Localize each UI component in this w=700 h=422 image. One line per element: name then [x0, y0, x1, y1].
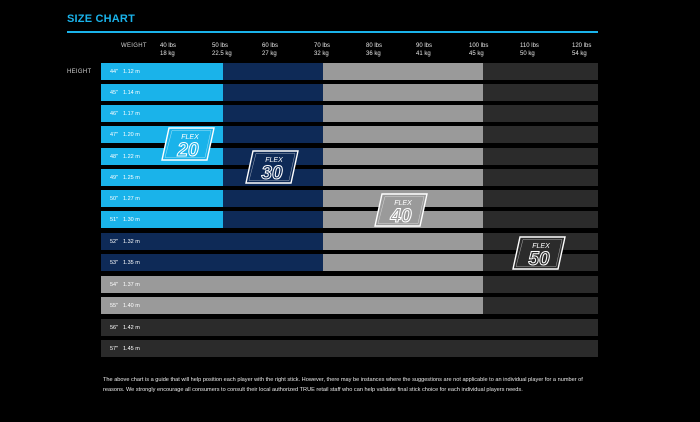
- height-label: [101, 297, 161, 314]
- weight-column-header: [212, 42, 232, 58]
- height-meters: 1.35 m: [123, 259, 140, 266]
- weight-lbs: 110 lbs: [520, 43, 539, 49]
- flex-50-band: [483, 105, 598, 122]
- flex-30-badge: [245, 150, 299, 184]
- flex-badge-number: 30: [261, 163, 283, 184]
- height-meters: 1.22 m: [123, 153, 140, 160]
- height-inches: 50": [110, 195, 119, 202]
- weight-column-header: [160, 42, 176, 58]
- flex-30-band: [223, 233, 323, 250]
- height-axis-label: HEIGHT: [67, 69, 92, 75]
- height-inches: 52": [110, 238, 119, 245]
- weight-column-header: [469, 42, 488, 58]
- height-label: [101, 211, 161, 228]
- flex-50-band: [483, 126, 598, 143]
- weight-column-header: [314, 42, 330, 58]
- weight-kg: 27 kg: [262, 51, 277, 57]
- page-title: SIZE CHART: [67, 13, 135, 25]
- height-row: [101, 105, 598, 122]
- flex-badge-graphic: [374, 193, 428, 227]
- flex-badge-word: FLEX: [532, 243, 550, 250]
- weight-kg: 45 kg: [469, 51, 484, 57]
- flex-40-band: [323, 84, 483, 101]
- height-inches: 53": [110, 259, 119, 266]
- height-inches: 51": [110, 216, 119, 223]
- flex-50-band: [483, 148, 598, 165]
- flex-40-band: [323, 148, 483, 165]
- weight-kg: 36 kg: [366, 51, 381, 57]
- height-inches: 46": [110, 110, 119, 117]
- height-inches: 47": [110, 131, 119, 138]
- height-meters: 1.45 m: [123, 345, 140, 352]
- height-inches: 44": [110, 68, 119, 75]
- flex-badge-graphic: [245, 150, 299, 184]
- height-label: [101, 190, 161, 207]
- flex-badge-word: FLEX: [394, 200, 412, 207]
- height-label: [101, 319, 161, 336]
- height-inches: 45": [110, 89, 119, 96]
- height-inches: 49": [110, 174, 119, 181]
- footnote: The above chart is a guide that will help position each player with the right stick. However, there may be instances where the suggestions are not applicable to an individual player for a number of reasons. We strongly encourage all consumers to consult their local authorized TRUE retail staff who can help validate final stick choice for each individual players needs.: [103, 377, 583, 393]
- weight-lbs: 120 lbs: [572, 43, 592, 49]
- height-label: [101, 340, 161, 357]
- height-label: [101, 84, 161, 101]
- flex-50-band: [483, 297, 598, 314]
- flex-20-badge: [161, 127, 215, 161]
- height-meters: 1.20 m: [123, 131, 140, 138]
- height-inches: 57": [110, 345, 119, 352]
- weight-lbs: 90 lbs: [416, 43, 433, 49]
- height-row: [101, 84, 598, 101]
- height-label: [101, 169, 161, 186]
- weight-column-header: [262, 42, 278, 58]
- flex-50-band: [483, 169, 598, 186]
- weight-column-header: [416, 42, 432, 58]
- height-meters: 1.42 m: [123, 324, 140, 331]
- weight-lbs: 40 lbs: [160, 43, 177, 49]
- flex-badge-word: FLEX: [265, 157, 283, 164]
- flex-30-band: [223, 105, 323, 122]
- weight-kg: 18 kg: [160, 51, 175, 57]
- height-meters: 1.40 m: [123, 302, 140, 309]
- flex-badge-number: 50: [528, 249, 550, 270]
- flex-30-band: [223, 211, 323, 228]
- flex-badge-number: 40: [390, 206, 412, 227]
- height-row: [101, 211, 598, 228]
- flex-30-band: [223, 254, 323, 271]
- flex-badge-graphic: [161, 127, 215, 161]
- height-row: [101, 297, 598, 314]
- flex-50-band: [483, 276, 598, 293]
- height-row: [101, 190, 598, 207]
- weight-column-header: [366, 42, 382, 58]
- flex-50-band: [483, 319, 598, 336]
- weight-lbs: 70 lbs: [314, 43, 331, 49]
- height-label: [101, 63, 161, 80]
- height-meters: 1.17 m: [123, 110, 140, 117]
- height-label: [101, 276, 161, 293]
- height-meters: 1.30 m: [123, 216, 140, 223]
- flex-50-band: [483, 190, 598, 207]
- flex-40-band: [323, 169, 483, 186]
- height-row: [101, 340, 598, 357]
- height-label: [101, 148, 161, 165]
- height-label: [101, 126, 161, 143]
- height-label: [101, 233, 161, 250]
- weight-kg: 32 kg: [314, 51, 329, 57]
- weight-lbs: 100 lbs: [469, 43, 489, 49]
- flex-40-band: [323, 297, 483, 314]
- weight-column-header: [572, 42, 591, 58]
- flex-50-band: [483, 340, 598, 357]
- weight-column-header: [520, 42, 539, 58]
- title-rule: [67, 31, 598, 33]
- weight-kg: 54 kg: [572, 51, 587, 57]
- flex-40-band: [323, 276, 483, 293]
- flex-50-band: [483, 84, 598, 101]
- height-row: [101, 319, 598, 336]
- height-inches: 55": [110, 302, 119, 309]
- weight-kg: 41 kg: [416, 51, 431, 57]
- flex-40-band: [323, 233, 483, 250]
- height-meters: 1.37 m: [123, 281, 140, 288]
- height-row: [101, 169, 598, 186]
- height-meters: 1.25 m: [123, 174, 140, 181]
- height-meters: 1.27 m: [123, 195, 140, 202]
- flex-30-band: [223, 63, 323, 80]
- weight-lbs: 60 lbs: [262, 43, 279, 49]
- flex-40-band: [323, 254, 483, 271]
- flex-50-band: [483, 211, 598, 228]
- flex-40-band: [323, 105, 483, 122]
- weight-kg: 50 kg: [520, 51, 535, 57]
- flex-badge-number: 20: [177, 140, 199, 161]
- flex-40-band: [323, 126, 483, 143]
- flex-badge-word: FLEX: [181, 134, 199, 141]
- height-inches: 56": [110, 324, 119, 331]
- flex-50-badge: [512, 236, 566, 270]
- height-label: [101, 254, 161, 271]
- flex-40-band: [323, 63, 483, 80]
- height-meters: 1.32 m: [123, 238, 140, 245]
- height-inches: 54": [110, 281, 119, 288]
- weight-lbs: 80 lbs: [366, 43, 383, 49]
- height-meters: 1.14 m: [123, 89, 140, 96]
- flex-40-badge: [374, 193, 428, 227]
- weight-kg: 22.5 kg: [212, 51, 232, 57]
- flex-30-band: [223, 126, 323, 143]
- height-inches: 48": [110, 153, 119, 160]
- height-row: [101, 63, 598, 80]
- height-row: [101, 276, 598, 293]
- weight-lbs: 50 lbs: [212, 43, 229, 49]
- flex-30-band: [223, 190, 323, 207]
- height-label: [101, 105, 161, 122]
- flex-badge-graphic: [512, 236, 566, 270]
- height-meters: 1.12 m: [123, 68, 140, 75]
- weight-axis-label: WEIGHT: [121, 43, 147, 49]
- flex-50-band: [483, 63, 598, 80]
- flex-30-band: [223, 84, 323, 101]
